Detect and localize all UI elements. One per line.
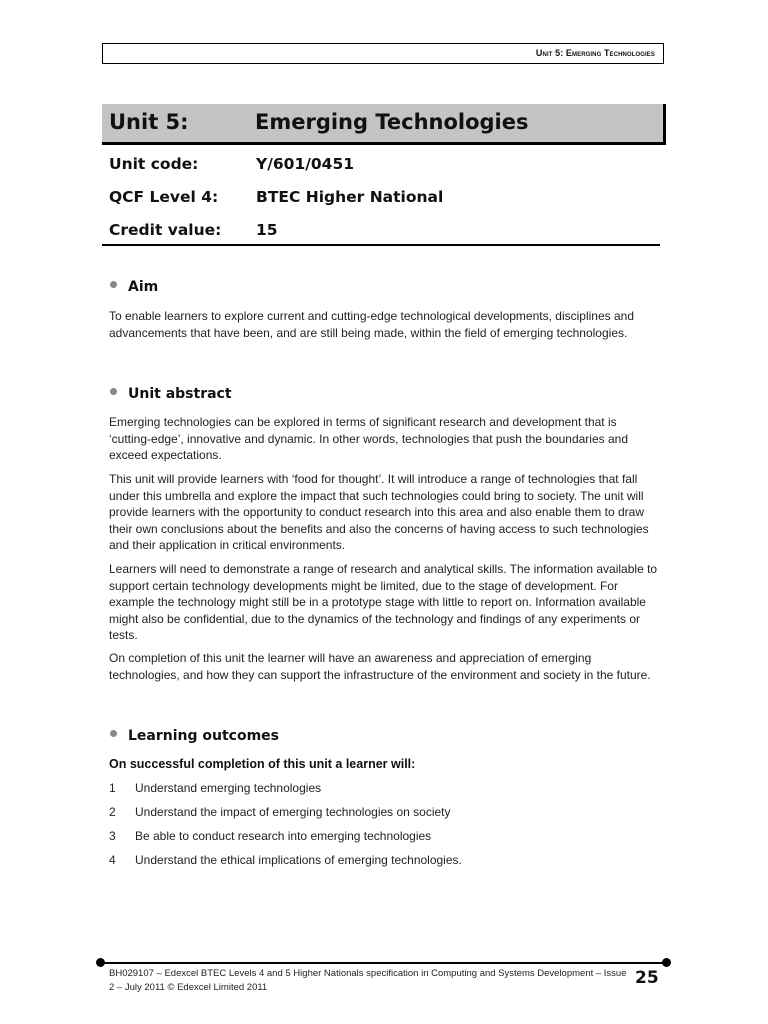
footer-divider	[100, 962, 666, 964]
unit-code-label: Unit code:	[109, 155, 199, 173]
footer-dot-left	[96, 958, 105, 967]
qcf-level-label: QCF Level 4:	[109, 188, 219, 206]
outcome-number: 1	[109, 781, 116, 795]
aim-text: To enable learners to explore current and cutting-edge technological developments, disciplines and advancements that have been, and are still being made, within the field of emerging technologies.	[109, 309, 634, 340]
outcome-text: Be able to conduct research into emerging technologies	[135, 829, 432, 843]
unit-title: Emerging Technologies	[255, 110, 529, 134]
outcomes-heading-text: Learning outcomes	[128, 728, 280, 744]
outcomes-heading	[110, 728, 279, 744]
qcf-level-value: BTEC Higher National	[256, 188, 444, 206]
unit-code-value: Y/601/0451	[256, 155, 355, 173]
outcome-text: Understand the ethical implications of emerging technologies.	[135, 853, 462, 867]
outcome-text: Understand emerging technologies	[135, 781, 322, 795]
outcome-number: 3	[109, 829, 116, 843]
abstract-heading	[110, 386, 232, 402]
abstract-paragraph-1: Emerging technologies can be explored in terms of significant research and development that is ‘cutting-edge’, innovative and dynamic. In other words, technologies that push the boundaries and exceed expectations.	[109, 415, 628, 463]
bullet-icon	[110, 281, 117, 288]
footer-dot-right	[662, 958, 671, 967]
abstract-heading-text: Unit abstract	[128, 386, 232, 402]
bullet-icon	[110, 730, 117, 737]
aim-heading	[110, 279, 158, 295]
unit-title-bar	[102, 104, 666, 145]
unit-number: Unit 5:	[109, 110, 189, 134]
aim-heading-text: Aim	[128, 279, 159, 295]
outcomes-intro: On successful completion of this unit a learner will:	[109, 757, 416, 771]
abstract-paragraph-4: On completion of this unit the learner will have an awareness and appreciation of emerging technologies, and how they can support the infrastructure of the environment and society in the future.	[109, 651, 651, 682]
outcome-number: 4	[109, 853, 116, 867]
footer-text: BH029107 – Edexcel BTEC Levels 4 and 5 Higher Nationals specification in Computing and Systems Development – Issue 2 – July 2011 © Edexcel Limited 2011	[109, 968, 627, 993]
abstract-paragraph-3: Learners will need to demonstrate a range of research and analytical skills. The information available to support certain technology developments might be limited, due to the stage of development. For example the technology might still be in a prototype stage with little to report on. Information available might also be confidential, due to the dynamics of the technology and findings of any experiments or tests.	[109, 562, 658, 643]
outcome-number: 2	[109, 805, 116, 819]
credit-value-value: 15	[256, 221, 278, 239]
abstract-paragraph-2: This unit will provide learners with ‘food for thought’. It will introduce a range of technologies that fall under this umbrella and explore the impact that such technologies could bring to society. The unit will provide learners with the opportunity to conduct research into this area and also enable them to draw their own conclusions about the benefits and also the concerns of having access to such technologies and their application in critical environments.	[109, 472, 649, 553]
page-number: 25	[635, 968, 659, 988]
running-header	[102, 43, 664, 64]
meta-divider	[102, 244, 660, 246]
bullet-icon	[110, 388, 117, 395]
outcome-text: Understand the impact of emerging technologies on society	[135, 805, 451, 819]
running-header-title: Unit 5: Emerging Technologies	[535, 48, 655, 58]
credit-value-label: Credit value:	[109, 221, 222, 239]
